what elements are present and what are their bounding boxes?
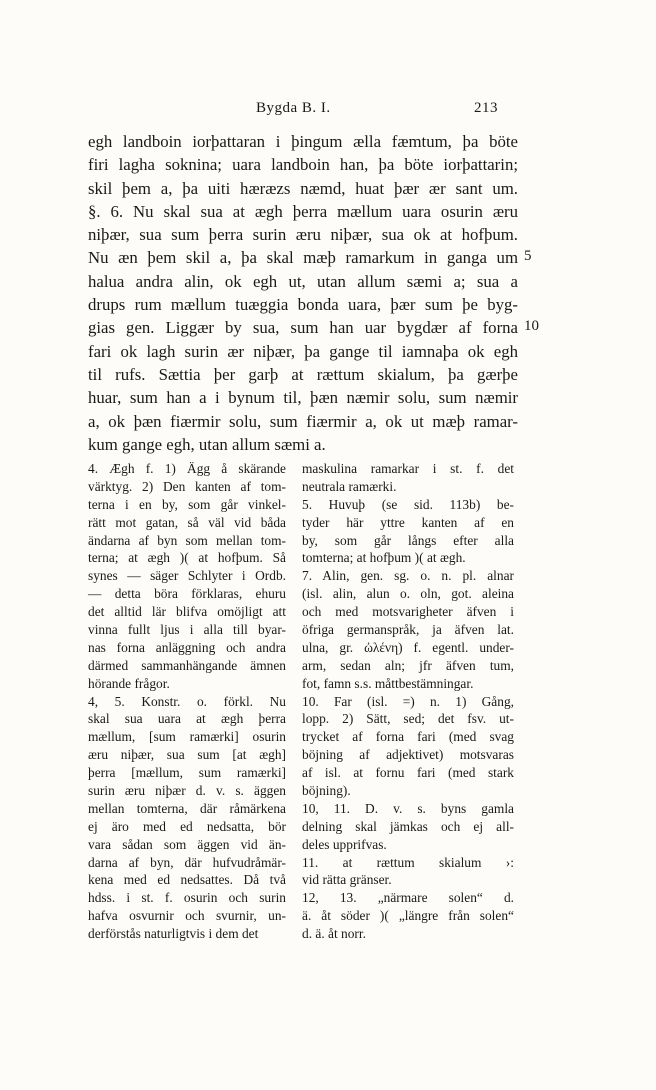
note-line: det alltid lär blifva omöjligt att — [88, 604, 286, 620]
page-number: 213 — [474, 100, 498, 116]
note-line: terna; at ægh )( at hofþum. Så — [88, 550, 286, 566]
note-line: d. ä. åt norr. — [302, 926, 366, 942]
note-line: 4, 5. Konstr. o. förkl. Nu — [88, 693, 286, 709]
text-line: kum gange egh, utan allum sæmi a. — [88, 434, 326, 454]
note-line: darna af byn, där hufvudråmär- — [88, 854, 286, 870]
note-line: böjning af adjektivet) motsvaras — [302, 747, 514, 763]
note-line: och med motsvarigheter äfven i — [302, 604, 514, 620]
page-header — [88, 100, 498, 120]
note-line: tomterna; at hofþum )( at ægh. — [302, 550, 466, 566]
note-line: kena med ed nedsattes. Då två — [88, 872, 286, 888]
note-line: ej äro med ed nedsatta, bör — [88, 818, 286, 834]
text-line: huar, sum han a i bynum til, þæn næmir solu, sum næmir — [88, 388, 518, 408]
note-line: 4. Ægh f. 1) Ägg å skärande — [88, 461, 286, 476]
note-line: delning skal jämkas och ej all- — [302, 818, 514, 834]
note-line: 5. Huvuþ (se sid. 113b) be- — [302, 496, 514, 512]
note-line: hdss. i st. f. osurin och surin — [88, 890, 286, 906]
note-line: terna i en by, som går vinkel- — [88, 496, 286, 512]
note-line: arm, sedan aln; jfr äfven tum, — [302, 657, 514, 673]
text-line: a, ok þæn fiærmir solu, sum fiærmir a, ok ut mæþ ramar- — [88, 411, 518, 431]
note-line: mellan tomterna, där råmärkena — [88, 800, 286, 816]
text-line: §. 6. Nu skal sua at ægh þerra mællum uara osurin æru — [88, 201, 518, 221]
note-line: (isl. alin, alun o. oln, got. aleina — [302, 586, 514, 602]
commentary-left-column — [88, 460, 286, 943]
note-line: 11. at rættum skialum ›: — [302, 854, 514, 870]
note-line: skal sua uara at ægh þerra — [88, 711, 286, 727]
text-line: fari ok lagh surin ær niþær, þa gange til iamnaþa ok egh — [88, 341, 518, 361]
note-line: ä. åt söder )( „längre från solen“ — [302, 908, 514, 924]
running-title: Bygda B. I. — [256, 100, 331, 116]
text-line: skil þem a, þa uiti hæræzs næmd, huat þær ær sant um. — [88, 178, 518, 198]
note-line: trycket af forna fari (med svag — [302, 729, 514, 745]
note-line: — detta böra förklaras, ehuru — [88, 586, 286, 602]
note-line: by, som går långs efter alla — [302, 532, 514, 548]
note-line: ändarna af byn som mellan tom- — [88, 532, 286, 548]
note-line: böjning). — [302, 783, 351, 799]
note-line: tyder här yttre kanten af en — [302, 514, 514, 530]
text-line: til rufs. Sættia þer garþ at rættum skialum, þa gærþe — [88, 364, 518, 384]
text-line: drups rum mællum tuæggia bonda uara, þær sum þe byg- — [88, 295, 518, 315]
note-line: deles upprifvas. — [302, 836, 387, 852]
note-line: rätt mot gatan, så väl vid båda — [88, 514, 286, 530]
commentary-right-column — [302, 460, 514, 943]
note-line: lopp. 2) Sätt, sed; det fsv. ut- — [302, 711, 514, 727]
note-line: öfriga germanspråk, ja äfven lat. — [302, 622, 514, 638]
note-line: 12, 13. „närmare solen“ d. — [302, 890, 514, 906]
note-line: surin æru niþær d. v. s. äggen — [88, 783, 286, 799]
line-number-margin: 5 — [524, 248, 532, 264]
text-line: egh landboin iorþattaran i þingum ælla fæmtum, þa böte — [88, 132, 518, 151]
note-line: derförstås naturligtvis i dem det — [88, 926, 259, 942]
note-line: 10. Far (isl. =) n. 1) Gång, — [302, 693, 514, 709]
text-line: Nu æn þem skil a, þa skal mæþ ramarkum in ganga um — [88, 248, 518, 268]
note-line: fot, famn s.s. måttbestämningar. — [302, 675, 474, 691]
note-line: maskulina ramarkar i st. f. det — [302, 461, 514, 476]
text-line: halua andra alin, ok egh ut, utan allum sæmi a; sua a — [88, 271, 518, 291]
note-line: ulna, gr. ὠλένη) f. egentl. under- — [302, 639, 514, 655]
note-line: värktyg. 2) Den kanten af tom- — [88, 478, 286, 494]
text-line: gias gen. Liggær by sua, sum han uar bygdær af forna — [88, 318, 518, 338]
note-line: vinna fullt ljus i alla till byar- — [88, 622, 286, 638]
note-line: vid rätta gränser. — [302, 872, 392, 888]
note-line: æru niþær, sua sum [at ægh] — [88, 747, 286, 763]
note-line: hafva osvurnir och svurnir, un- — [88, 908, 286, 924]
line-number-margin: 10 — [524, 318, 539, 334]
note-line: 7. Alin, gen. sg. o. n. pl. alnar — [302, 568, 514, 584]
note-line: därmed sammanhängande ämnen — [88, 657, 286, 673]
note-line: þerra [mællum, sum ramærki] — [88, 765, 286, 781]
note-line: hörande frågor. — [88, 675, 170, 691]
text-line: niþær, sua sum þerra surin æru niþær, sua ok at hofþum. — [88, 225, 518, 245]
note-line: nas forna anläggning och andra — [88, 639, 286, 655]
note-line: mællum, [sum ramærki] osurin — [88, 729, 286, 745]
note-line: vara sådan som äggen vid än- — [88, 836, 286, 852]
law-text — [88, 130, 518, 456]
note-line: synes — säger Schlyter i Ordb. — [88, 568, 286, 584]
note-line: af isl. at fornu fari (med stark — [302, 765, 514, 781]
note-line: neutrala ramærki. — [302, 478, 397, 494]
note-line: 10, 11. D. v. s. byns gamla — [302, 800, 514, 816]
text-line: firi lagha soknina; uara landboin han, þa böte iorþattarin; — [88, 155, 518, 175]
